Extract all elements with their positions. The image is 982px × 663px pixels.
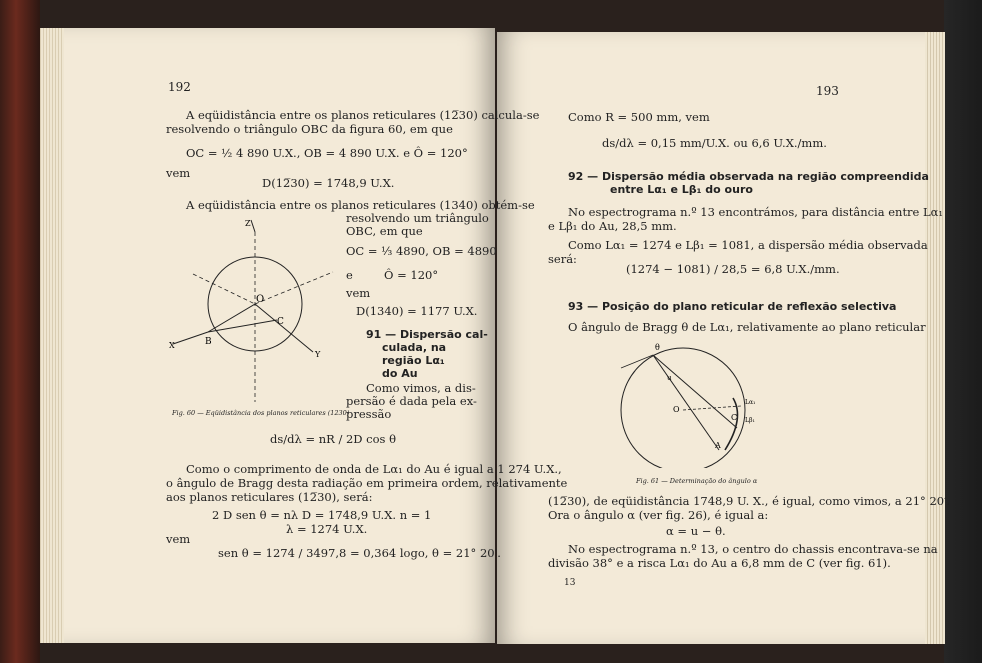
fig61-label-c: C: [731, 413, 738, 422]
left-p3-line1: Como vimos, a dis-: [366, 381, 476, 395]
left-vem1: vem: [166, 166, 191, 180]
figure-61-diagram: [615, 338, 775, 468]
fig61-label-u: u: [667, 374, 672, 382]
fig60-label-c: C: [277, 317, 284, 327]
left-eq4: Ô = 120°: [384, 268, 439, 282]
fig61-label-la1: Lα₁: [745, 399, 756, 406]
left-p3-line2: persão é dada pela ex-: [346, 394, 477, 408]
fig61-label-theta: θ: [655, 343, 660, 352]
signature-mark: 13: [564, 578, 576, 588]
left-eq9: sen θ = 1274 / 3497,8 = 0,364 logo, θ = 21° 20′.: [218, 546, 501, 560]
left-eq6: ds/dλ = nR / 2D cos θ: [270, 432, 397, 446]
right-line1: Como R = 500 mm, vem: [568, 110, 710, 124]
fig61-label-a: A: [715, 441, 721, 450]
section-91-line1: 91 — Dispersão cal-: [366, 328, 488, 341]
fig60-label-x: X: [169, 341, 175, 350]
right-p5-line1: No espectrograma n.º 13, o centro do chassis encontrava-se na: [568, 542, 938, 556]
right-p2-line1: Como Lα₁ = 1274 e Lβ₁ = 1081, a dispersão média observada: [568, 238, 928, 252]
left-p3-line3: pressão: [346, 407, 392, 421]
fig60-label-b: B: [205, 337, 212, 347]
left-eq1: OC = ½ 4 890 U.X., OB = 4 890 U.X. e Ô = 120°: [186, 146, 468, 160]
section-93: 93 — Posição do plano reticular de reflexão selectiva: [568, 300, 897, 313]
page-number-right: 193: [816, 84, 839, 98]
left-eq7: 2 D sen θ = nλ D = 1748,9 U.X. n = 1: [212, 508, 432, 522]
right-eq1: ds/dλ = 0,15 mm/U.X. ou 6,6 U.X./mm.: [602, 136, 827, 150]
left-eq2: D(12̅30) = 1748,9 U.X.: [262, 176, 395, 190]
right-eq3: α = u − θ.: [666, 524, 726, 538]
left-p1-line2: resolvendo o triângulo OBC da figura 60, em que: [166, 122, 453, 136]
figure-60-caption: Fig. 60 — Eqüidistância dos planos reticulares (1230): [172, 409, 350, 417]
book-cover-left: [0, 0, 40, 663]
left-p4-line2: o ângulo de Bragg desta radiação em primeira ordem, relativamente: [166, 476, 568, 490]
right-p5-line2: divisão 38° e a risca Lα₁ do Au a 6,8 mm de C (ver fig. 61).: [548, 556, 891, 570]
page-edges-left: [40, 28, 64, 643]
figure-60-diagram: [165, 212, 345, 407]
left-p4-line1: Como o comprimento de onda de Lα₁ do Au é igual a 1 274 U.X.,: [186, 462, 562, 476]
section-92-line1: 92 — Dispersão média observada na região compreendida: [568, 170, 929, 183]
left-eq4-e: e: [346, 268, 353, 282]
right-p2-line2: será:: [548, 252, 577, 266]
figure-61-caption: Fig. 61 — Determinação do ângulo α: [636, 477, 758, 485]
section-91-line4: do Au: [382, 367, 418, 380]
page-number-left: 192: [168, 80, 191, 94]
fig61-label-o: O: [673, 405, 680, 414]
left-p2-line1: A eqüidistância entre os planos reticulares (1340) obtém-se: [186, 198, 535, 212]
right-p3-line1: O ângulo de Bragg θ de Lα₁, relativamente ao plano reticular: [568, 320, 926, 334]
fig61-label-lb1: Lβ₁: [745, 417, 755, 424]
right-p4-line2: Ora o ângulo α (ver fig. 26), é igual a:: [548, 508, 769, 522]
left-vem3: vem: [166, 532, 191, 546]
left-p1-line1: A eqüidistância entre os planos reticulares (12̅30) calcula-se: [186, 108, 540, 122]
left-eq3: OC = ⅓ 4890, OB = 4890: [346, 244, 497, 258]
left-p4-line3: aos planos reticulares (12̅30), será:: [166, 490, 373, 504]
right-p1-line1: No espectrograma n.º 13 encontrámos, para distância entre Lα₁: [568, 205, 944, 219]
right-eq2: (1274 − 1081) / 28,5 = 6,8 U.X./mm.: [626, 262, 840, 276]
section-91-line3: região Lα₁: [382, 354, 445, 367]
fig60-label-o: O: [256, 294, 265, 305]
left-p2-line3: OBC, em que: [346, 224, 423, 238]
left-eq8: λ = 1274 U.X.: [286, 522, 368, 536]
section-92-line2: entre Lα₁ e Lβ₁ do ouro: [610, 183, 753, 196]
fig60-label-z: Z: [245, 219, 251, 228]
book-cover-right: [944, 0, 982, 663]
left-p2-line2: resolvendo um triângulo: [346, 211, 489, 225]
section-91-line2: culada, na: [382, 341, 447, 354]
right-p1-line2: e Lβ₁ do Au, 28,5 mm.: [548, 219, 677, 233]
right-p4-line1: (12̅30), de eqüidistância 1748,9 U. X., é igual, como vimos, a 21° 20′.: [548, 494, 951, 508]
fig60-label-y: Y: [315, 350, 321, 359]
left-eq5: D(1340) = 1177 U.X.: [356, 304, 478, 318]
left-vem2: vem: [346, 286, 371, 300]
